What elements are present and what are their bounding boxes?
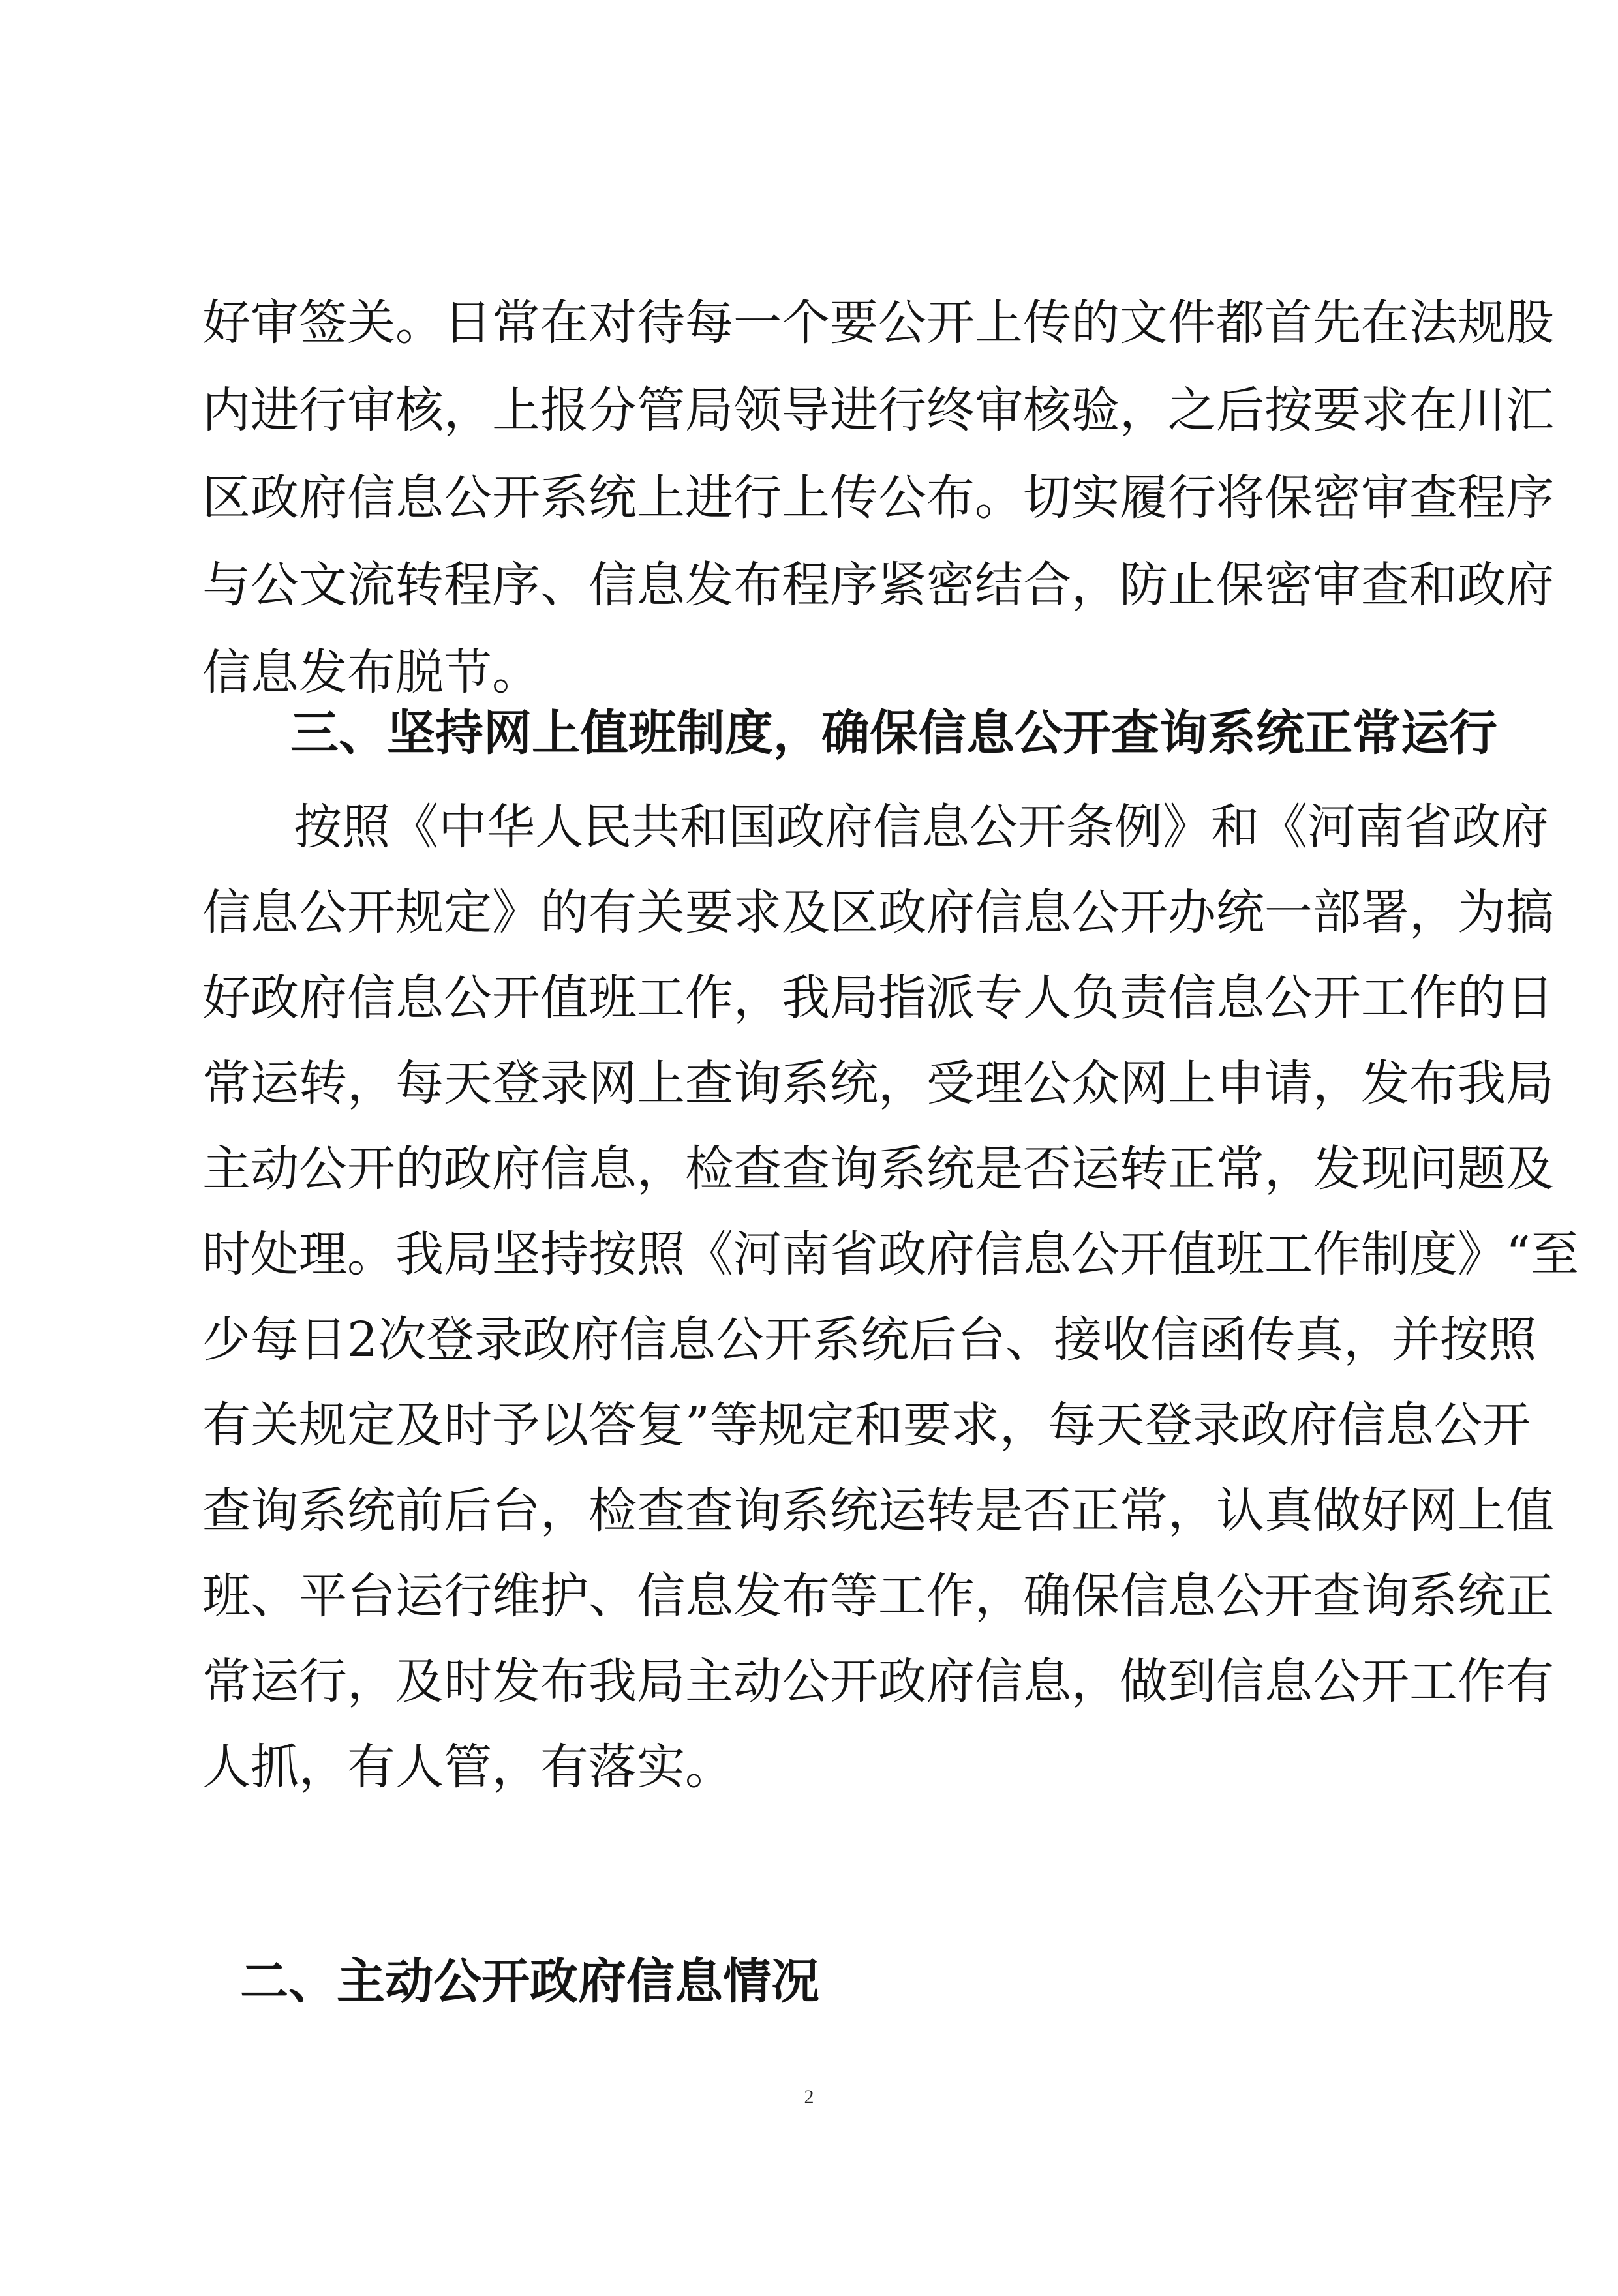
paragraph-first-line: 按照《中华人民共和国政府信息公开条例》和《河南省政府 [294, 799, 1549, 855]
body-text-line: 信息公开规定》的有关要求及区政府信息公开办统一部署，为搞 [202, 884, 1554, 941]
body-text-line: 查询系统前后台，检查查询系统运转是否正常，认真做好网上值 [202, 1483, 1554, 1539]
body-text-line: 人抓，有人管，有落实。 [202, 1739, 733, 1795]
section-heading-3: 三、坚持网上值班制度，确保信息公开查询系统正常运行 [290, 705, 1497, 761]
body-text-line: 主动公开的政府信息，检查查询系统是否运转正常，发现问题及 [202, 1141, 1554, 1197]
body-text-line: 区政府信息公开系统上进行上传公布。切实履行将保密审查程序 [202, 470, 1554, 526]
body-text-line: 时处理。我局坚持按照《河南省政府信息公开值班工作制度》“至 [202, 1226, 1579, 1282]
body-text-line: 常运转，每天登录网上查询系统，受理公众网上申请，发布我局 [202, 1055, 1554, 1111]
body-text-line: 信息发布脱节。 [202, 644, 540, 701]
body-text-line: 好政府信息公开值班工作，我局指派专人负责信息公开工作的日 [202, 970, 1554, 1026]
body-text-line: 班、平台运行维护、信息发布等工作，确保信息公开查询系统正 [202, 1568, 1554, 1624]
body-text-line: 少每日2次登录政府信息公开系统后台、接收信函传真，并按照 [202, 1312, 1537, 1368]
page-number: 2 [804, 2086, 814, 2107]
body-text-line: 内进行审核，上报分管局领导进行终审核验，之后按要求在川汇 [202, 382, 1554, 438]
body-text-line: 常运行，及时发布我局主动公开政府信息，做到信息公开工作有 [202, 1654, 1554, 1710]
body-text-line: 好审签关。日常在对待每一个要公开上传的文件都首先在法规股 [202, 295, 1554, 351]
section-heading-2: 二、主动公开政府信息情况 [240, 1954, 819, 2010]
body-text-line: 与公文流转程序、信息发布程序紧密结合，防止保密审查和政府 [202, 557, 1554, 613]
body-text-line: 有关规定及时予以答复”等规定和要求，每天登录政府信息公开 [202, 1397, 1531, 1453]
